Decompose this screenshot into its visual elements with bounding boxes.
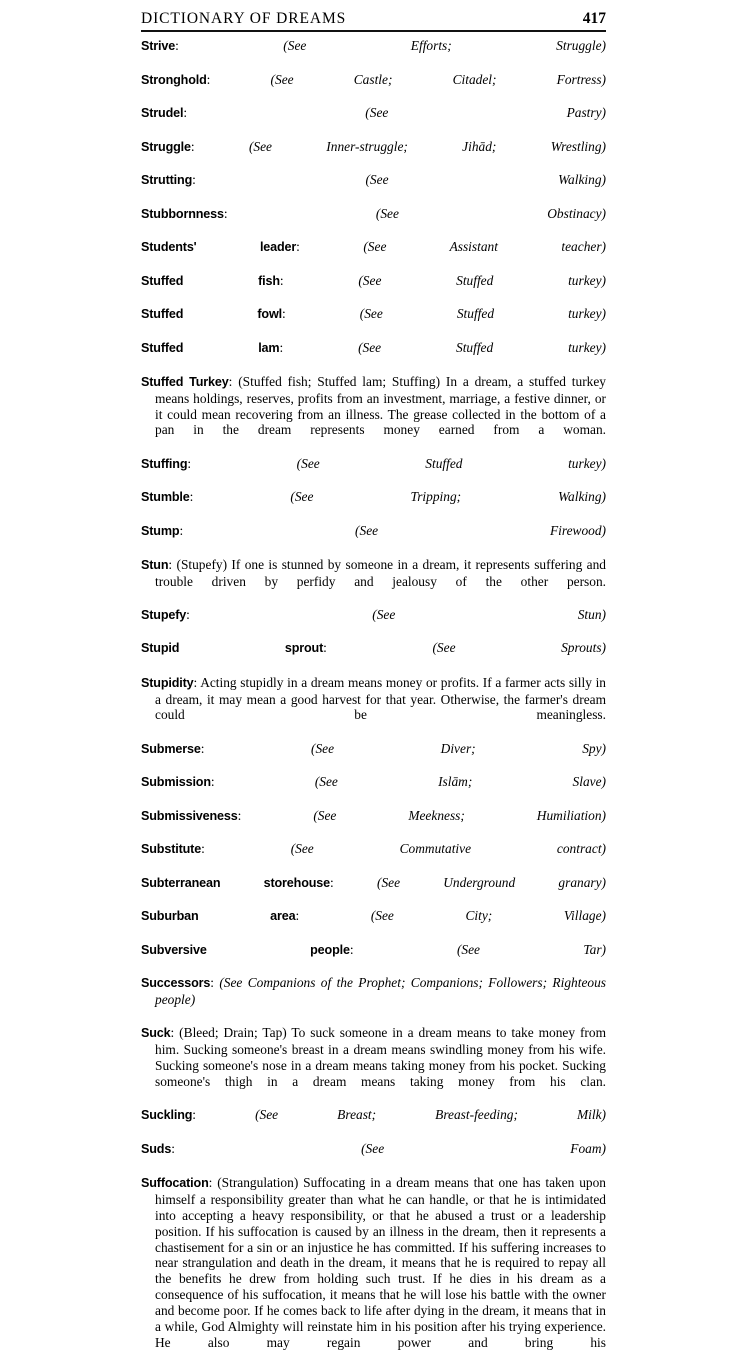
entry-cross-reference: (See Islām; Slave) [314, 774, 606, 790]
entry-separator: : [279, 272, 359, 288]
dictionary-entry [141, 908, 606, 941]
entry-headword: Strutting [141, 173, 193, 187]
dictionary-entry [141, 72, 606, 105]
entry-headword: Subversive people [141, 942, 350, 957]
entry-cross-reference: (See Breast; Breast-feeding; Milk) [255, 1107, 606, 1123]
entry-cross-reference: (See Tripping; Walking) [290, 489, 606, 505]
entry-separator: : [190, 138, 249, 154]
entry-headword: Stronghold [141, 72, 207, 87]
entry-separator: : [295, 908, 371, 924]
dictionary-entry [141, 841, 606, 874]
entry-headword: Strudel [141, 106, 184, 120]
dictionary-entry [141, 774, 606, 807]
entry-cross-reference: (See Diver; Spy) [311, 740, 607, 756]
entry-separator: : [187, 455, 297, 471]
dictionary-entry [141, 523, 606, 556]
entry-separator: : [279, 339, 359, 355]
entry-headword: Stuffed lam [141, 340, 280, 355]
entry-definition: Acting stupidly in a dream means money or profits. If a farmer acts silly in a dream, it may mean a good harvest for that year. Otherwise, the farmer's dream could be meaningless. [155, 674, 606, 723]
entry-separator: : [168, 556, 177, 572]
dictionary-entry [141, 38, 606, 71]
entry-separator: : [228, 373, 239, 389]
dictionary-entry [141, 607, 606, 640]
entry-headword: Suffocation [141, 1175, 209, 1190]
entry-separator: : [192, 1107, 256, 1123]
entry-separator: : [206, 71, 271, 87]
entry-cross-reference: (See Assistant teacher) [363, 239, 606, 254]
dictionary-entry [141, 1175, 606, 1367]
dictionary-entry [141, 1141, 606, 1174]
entry-cross-reference: (See Efforts; Struggle) [283, 38, 607, 53]
entry-headword: Stuffing [141, 456, 188, 471]
entry-separator: : [186, 606, 373, 622]
dictionary-entry [141, 557, 606, 606]
dictionary-entry [141, 942, 606, 975]
entry-headword: Students' leader [141, 240, 297, 254]
entry-separator: : [179, 522, 356, 538]
entry-cross-reference: (See Walking) [365, 172, 606, 187]
entry-cross-reference: (See Underground granary) [376, 874, 607, 890]
entry-headword: Subterranean storehouse [141, 875, 331, 890]
dictionary-entry [141, 273, 606, 306]
entry-headword: Suck [141, 1026, 171, 1041]
entry-cross-reference: (See Stuffed turkey) [296, 455, 606, 471]
running-head-title: DICTIONARY OF DREAMS [141, 10, 347, 27]
entry-definition: (Strangulation) Suffocating in a dream means that one has taken upon himself a responsibility greater than what he can handle, or that he is intimidated into accepting a heavy responsibility, or that he abused a trust or a leadership position. If his suffocation is caused by an illness in the dream, then it represents a chastisement for a sin or an injustice he has committed. If his suffering increases to near strangulation and death in the dream, it means that he is required to repay all the benefits he drew from holding such trust. If he dies in his dream as a consequence of his suffocation, it means that he will lose his battle with the owner and become poor. If he comes back to life after dying in the dream, it means that in a while, God Almighty will reinstate him in his position after his trying experience. He also may regain power and bring his [155, 1174, 607, 1350]
entry-separator: : [171, 1140, 362, 1156]
entry-headword: Stupidity [141, 675, 194, 690]
dictionary-entry [141, 206, 606, 239]
entry-separator: : [183, 105, 366, 120]
entry-cross-reference: (See Companions of the Prophet; Companions; Followers; Righteous people) [155, 975, 606, 1008]
entry-cross-reference: (See Tar) [456, 941, 606, 957]
entry-cross-reference: (See Castle; Citadel; Fortress) [270, 71, 606, 87]
entry-cross-reference: (See Obstinacy) [375, 205, 607, 221]
entry-separator: : [323, 640, 433, 656]
entry-headword: Strive [141, 39, 176, 53]
dictionary-entry [141, 975, 606, 1024]
entry-separator: : [193, 674, 201, 690]
entry-definition: (Stupefy) If one is stunned by someone in a dream, it represents suffering and trouble driven by perfidy and jealousy of the other person. [155, 556, 606, 589]
entry-headword: Suckling [141, 1108, 193, 1123]
dictionary-entry [141, 139, 606, 172]
entry-headword: Stun [141, 557, 169, 572]
entry-separator: : [189, 489, 291, 505]
entry-cross-reference: (See Firewood) [355, 522, 607, 538]
entry-separator: : [330, 874, 377, 890]
dictionary-entry [141, 1107, 606, 1140]
entry-separator: : [349, 941, 457, 957]
dictionary-entry [141, 306, 606, 339]
entry-cross-reference: (See Stun) [372, 606, 606, 622]
dictionary-entry [141, 105, 606, 138]
entry-definition: (Bleed; Drain; Tap) To suck someone in a dream means to take money from him. Sucking someone's breast in a dream means swindling money from his wife. Sucking someone's nose in a dream means taking money from his pocket. Sucking someone's thigh in a dream means taking money from his clan. [155, 1025, 606, 1089]
entry-headword: Suds [141, 1141, 172, 1156]
entry-headword: Stumble [141, 490, 190, 505]
entry-separator: : [237, 807, 314, 823]
entry-separator: : [210, 774, 315, 790]
entry-headword: Suburban area [141, 909, 296, 924]
entry-separator: : [201, 841, 291, 857]
entry-separator: : [200, 740, 312, 756]
dictionary-entry [141, 640, 606, 673]
entry-cross-reference: (See Stuffed turkey) [358, 272, 606, 288]
entry-headword: Successors [141, 976, 211, 991]
entry-cross-reference: (See Stuffed turkey) [358, 339, 606, 355]
entry-headword: Stuffed fowl [141, 307, 282, 321]
entry-separator: : [170, 1025, 180, 1041]
entry-cross-reference: (See City; Village) [370, 908, 606, 924]
dictionary-entry [141, 172, 606, 205]
entry-headword: Stubbornness [141, 206, 224, 221]
entry-separator: : [192, 172, 366, 187]
entry-separator: : [281, 306, 360, 321]
dictionary-entry [141, 374, 606, 455]
dictionary-entry [141, 456, 606, 489]
dictionary-entry [141, 875, 606, 908]
entry-headword: Stupid sprout [141, 641, 324, 656]
entry-headword: Stump [141, 523, 180, 538]
dictionary-entry [141, 340, 606, 373]
entry-headword: Submerse [141, 741, 201, 756]
entry-headword: Stuffed fish [141, 273, 280, 288]
dictionary-entry [141, 1025, 606, 1106]
entry-cross-reference: (See Inner-struggle; Jihād; Wrestling) [248, 138, 606, 154]
dictionary-entry [141, 808, 606, 841]
entry-cross-reference: (See Foam) [361, 1140, 606, 1156]
entry-separator: : [296, 239, 364, 254]
entry-separator: : [223, 205, 376, 221]
entry-cross-reference: (See Commutative contract) [290, 841, 606, 857]
dictionary-entry [141, 489, 606, 522]
entry-cross-reference: (See Meekness; Humiliation) [313, 807, 606, 823]
entry-separator: : [208, 1174, 218, 1190]
entry-headword: Submissiveness [141, 808, 238, 823]
entry-headword: Substitute [141, 842, 202, 857]
entry-separator: : [175, 38, 284, 53]
entry-cross-reference: (See Stuffed turkey) [359, 306, 607, 321]
dictionary-entry [141, 741, 606, 774]
dictionary-entry [141, 239, 606, 272]
entry-definition: (Stuffed fish; Stuffed lam; Stuffing) In a dream, a stuffed turkey means holdings, reserves, profits from an investment, marriage, a festive dinner, or it could mean recovering from an illness. The grease collected in the bottom of a pan in the dream represents money earned from a woman. [155, 373, 606, 438]
page-content [141, 10, 606, 1368]
page-number: 417 [582, 10, 606, 27]
entry-headword: Struggle [141, 139, 191, 154]
entry-headword: Stupefy [141, 607, 187, 622]
dictionary-entry [141, 675, 606, 740]
running-head [141, 10, 606, 32]
entry-cross-reference: (See Pastry) [365, 105, 606, 120]
entry-cross-reference: (See Sprouts) [432, 640, 606, 656]
entry-headword: Stuffed Turkey [141, 374, 229, 389]
entry-separator: : [210, 975, 220, 991]
entry-list [141, 38, 606, 1367]
entry-headword: Submission [141, 775, 211, 790]
